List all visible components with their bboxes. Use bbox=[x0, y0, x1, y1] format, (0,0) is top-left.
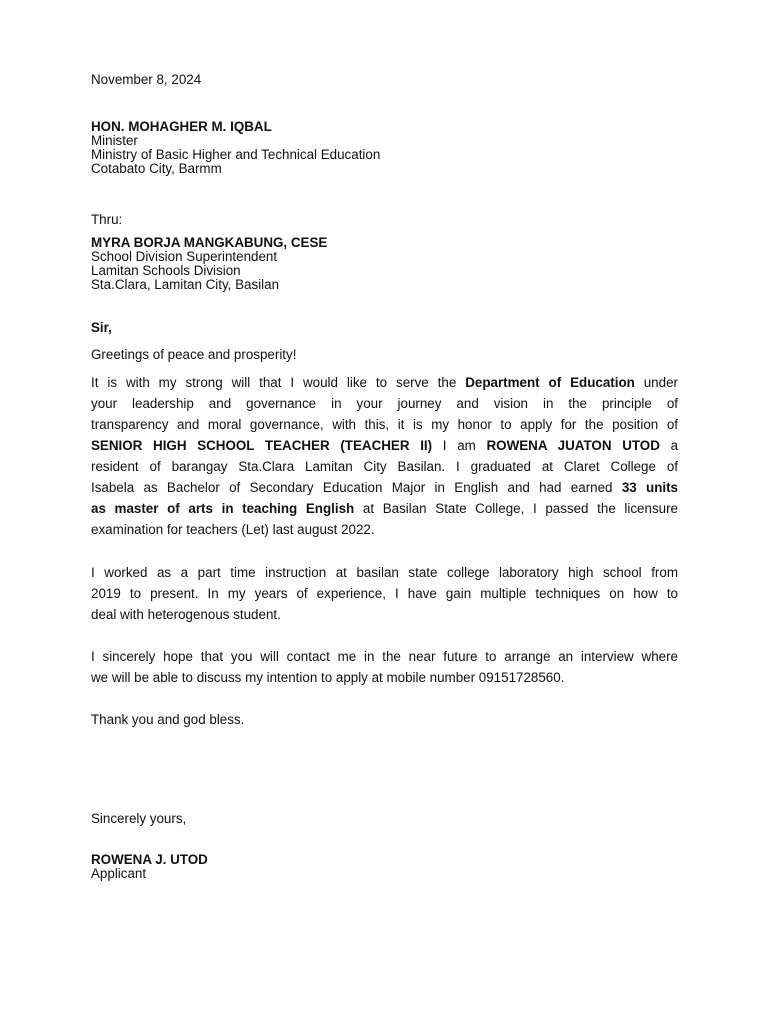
paragraph-line: deal with heterogenous student. bbox=[91, 607, 281, 622]
paragraph-line: 2019 to present. In my years of experience, I have gain multiple techniques on how to bbox=[91, 586, 678, 601]
salutation: Sir, bbox=[91, 320, 112, 335]
paragraph-line: transparency and moral governance, with this, it is my honor to apply for the position of bbox=[91, 417, 678, 432]
paragraph-line: resident of barangay Sta.Clara Lamitan City Basilan. I graduated at Claret College of bbox=[91, 459, 678, 474]
valediction: Sincerely yours, bbox=[91, 811, 187, 826]
thru-address: Sta.Clara, Lamitan City, Basilan bbox=[91, 277, 280, 292]
paragraph-contact bbox=[91, 646, 678, 688]
recipient-name: HON. MOHAGHER M. IQBAL bbox=[91, 119, 272, 134]
paragraph-experience bbox=[91, 562, 678, 625]
letter-date: November 8, 2024 bbox=[91, 72, 202, 87]
paragraph-line: I sincerely hope that you will contact me in the near future to arrange an interview where bbox=[91, 649, 678, 664]
greeting: Greetings of peace and prosperity! bbox=[91, 347, 297, 362]
paragraph-line: SENIOR HIGH SCHOOL TEACHER (TEACHER II) I am ROWENA JUATON UTOD a bbox=[91, 438, 679, 453]
signatory-name: ROWENA J. UTOD bbox=[91, 852, 208, 867]
recipient-title: Minister bbox=[91, 133, 138, 148]
paragraph-line: as master of arts in teaching English at Basilan State College, I passed the licensure bbox=[91, 501, 679, 516]
paragraph-line: your leadership and governance in your journey and vision in the principle of bbox=[91, 396, 678, 411]
closing-thanks: Thank you and god bless. bbox=[91, 712, 245, 727]
thru-name: MYRA BORJA MANGKABUNG, CESE bbox=[91, 235, 328, 250]
paragraph-application bbox=[91, 372, 678, 540]
signatory-title: Applicant bbox=[91, 866, 147, 881]
paragraph-line: examination for teachers (Let) last august 2022. bbox=[91, 522, 375, 537]
paragraph-line: Isabela as Bachelor of Secondary Education Major in English and had earned 33 units bbox=[91, 480, 678, 495]
thru-title: School Division Superintendent bbox=[91, 249, 278, 264]
paragraph-line: It is with my strong will that I would like to serve the Department of Education under bbox=[91, 375, 678, 390]
thru-label: Thru: bbox=[91, 212, 123, 227]
paragraph-line: we will be able to discuss my intention to apply at mobile number 09151728560. bbox=[91, 670, 565, 685]
recipient-office: Ministry of Basic Higher and Technical Education bbox=[91, 147, 381, 162]
paragraph-line: I worked as a part time instruction at basilan state college laboratory high school from bbox=[91, 565, 678, 580]
recipient-address: Cotabato City, Barmm bbox=[91, 161, 222, 176]
thru-office: Lamitan Schools Division bbox=[91, 263, 241, 278]
